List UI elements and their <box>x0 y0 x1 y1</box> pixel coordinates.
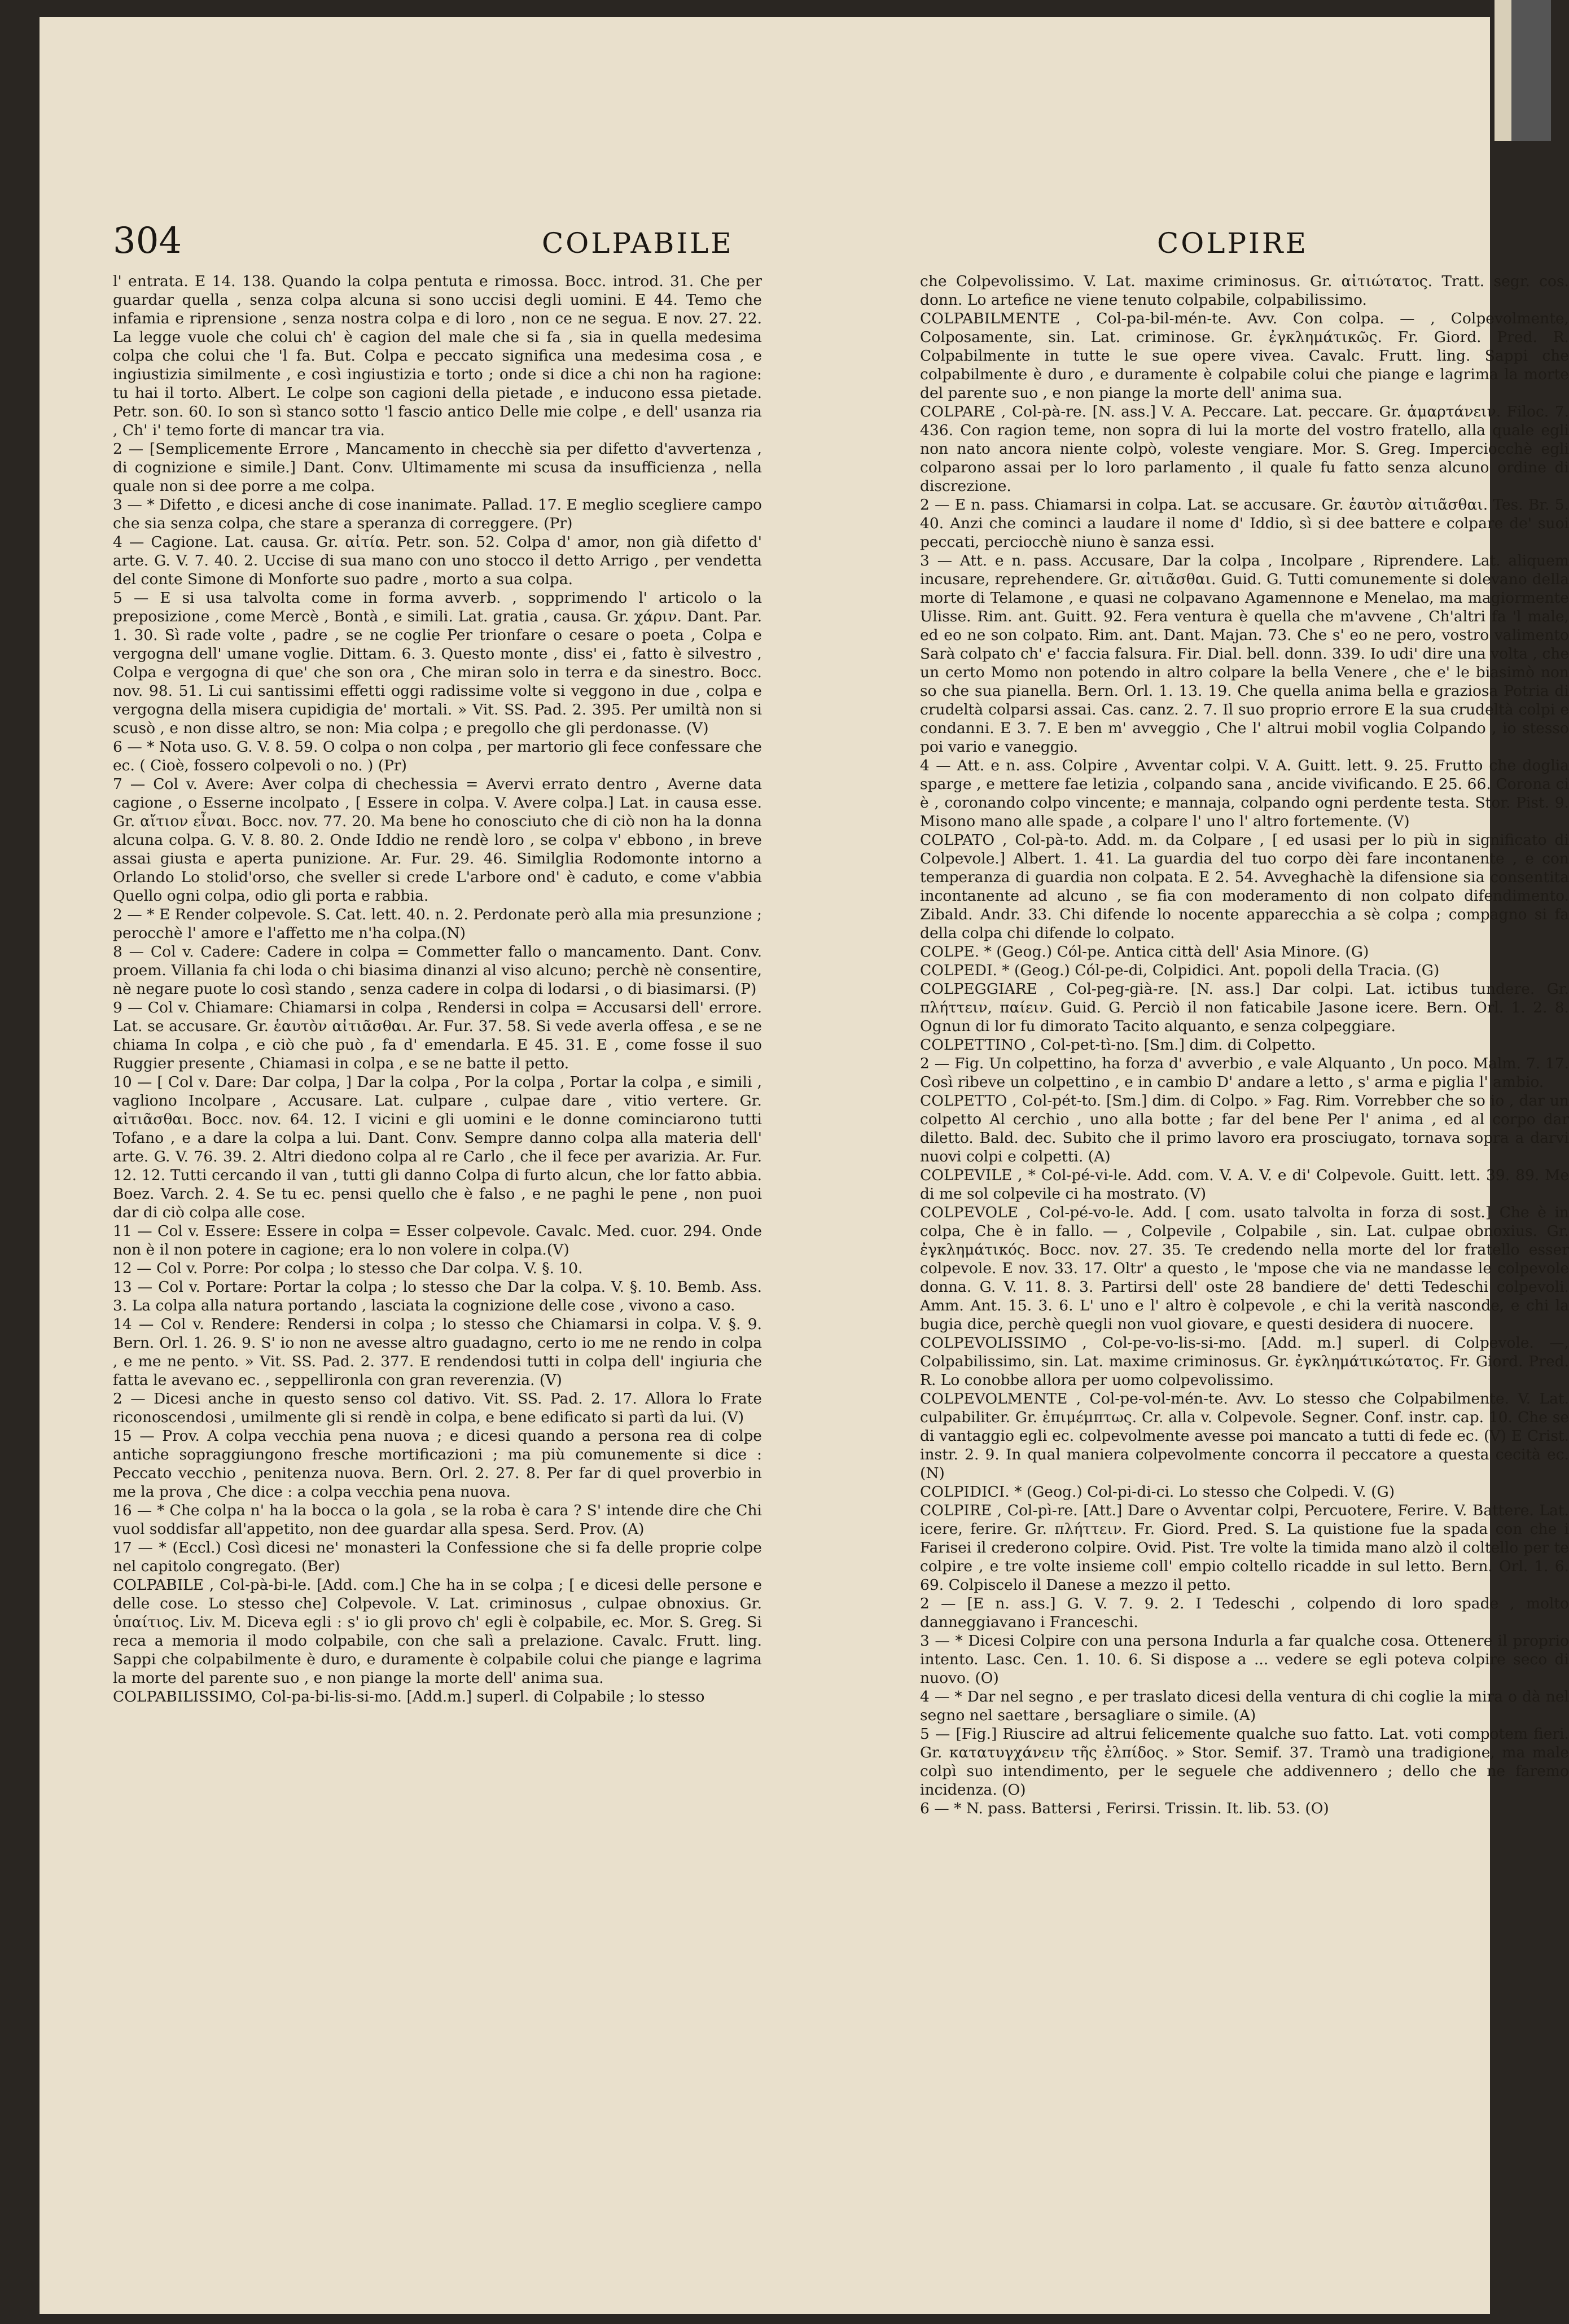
dictionary-entry: che Colpevolissimo. V. Lat. maxime criminosus. Gr. αἰτιώτατος. Tratt. segr. cos. donn. Lo artefice ne viene tenuto colpabile, colpabilissimo. <box>920 273 1569 309</box>
dictionary-entry: 6 — * Nota uso. G. V. 8. 59. O colpa o non colpa , per martorio gli fece confessare che ec. ( Cioè, fossero colpevoli o no. ) (Pr) <box>113 738 762 774</box>
dictionary-entry: 3 — Att. e n. pass. Accusare, Dar la colpa , Incolpare , Riprendere. Lat. aliquem incusare, reprehendere. Gr. αἰτιᾶσθαι. Guid. G. Tutti comunemente si dolevano della morte di Telamone , e quasi ne colpavano Agamennone e Menelao, ma magiormente Ulisse. Rim. ant. Guitt. 92. Fera ventura è quella che m'avvene , Ch'altri fa 'l male, ed eo ne son colpato. Rim. ant. Dant. Majan. 73. Che s' eo ne pero, vostro valimento Sarà colpato ch' e' faccia falsura. Fir. Dial. bell. donn. 339. Io udi' dire una volta , che un certo Momo non potendo in altro colpare la bella Venere , che e' le biasimò non so che sua pianella. Bern. Orl. 1. 13. 19. Che quella anima bella e graziosa Potria di crudeltà colparsi assai. Cas. canz. 2. 7. Il suo proprio errore E la sua crudeltà colpi e condanni. E 3. 7. E ben m' avveggio , Che l' altrui mobil voglia Colpando , io stesso poi vario e vaneggio. <box>920 552 1569 756</box>
dictionary-entry: COLPEVOLISSIMO , Col-pe-vo-lis-si-mo. [Add. m.] superl. di Colpevole. —, Colpabilissimo, sin. Lat. maxime criminosus. Gr. ἐγκλημάτικώτατος. Fr. Giord. Pred. R. Lo conobbe allora per uomo colpevolissimo. <box>920 1334 1569 1389</box>
dictionary-entry: 2 — * E Render colpevole. S. Cat. lett. 40. n. 2. Perdonate però alla mia presunzione ; perocchè l' amore e l'affetto me n'ha colpa.(N) <box>113 906 762 942</box>
dictionary-entry: 2 — [Semplicemente Errore , Mancamento in checchè sia per difetto d'avvertenza , di cognizione e simile.] Dant. Conv. Ultimamente mi scusa da insufficienza , nella quale non si dee porre a me colpa. <box>113 440 762 495</box>
dictionary-entry: COLPETTO , Col-pét-to. [Sm.] dim. di Colpo. » Fag. Rim. Vorrebber che so io , dar un colpetto Al cerchio , uno alla botte ; far del bene Per l' anima , ed al corpo dar diletto. Bald. dec. Subito che il primo lavoro era prosciugato, tornava sopra a darvi nuovi colpi e colpetti. (A) <box>920 1092 1569 1165</box>
dictionary-entry: 8 — Col v. Cadere: Cadere in colpa = Commetter fallo o mancamento. Dant. Conv. proem. Villania fa chi loda o chi biasima dinanzi al viso alcuno; perchè nè consentire, nè negare puote lo così stando , senza cadere in colpa di lodarsi , o di biasimarsi. (P) <box>113 943 762 998</box>
page-edge-tab <box>1495 0 1551 141</box>
dictionary-entry: COLPIRE , Col-pì-re. [Att.] Dare o Avventar colpi, Percuotere, Ferire. V. Battere. Lat. icere, ferire. Gr. πλήττειν. Fr. Giord. Pred. S. La quistione fue la spada con che i Farisei il crederono colpire. Ovid. Pist. Tre volte la timida mano alzò il coltello per te colpire , e tre volte insieme coll' empio coltello ricadde in sul letto. Bern. Orl. 1. 6. 69. Colpiscelo il Danese a mezzo il petto. <box>920 1502 1569 1594</box>
dictionary-entry: 16 — * Che colpa n' ha la bocca o la gola , se la roba è cara ? S' intende dire che Chi vuol soddisfar all'appetito, non dee guardar alla spesa. Serd. Prov. (A) <box>113 1502 762 1538</box>
dictionary-entry: 2 — E n. pass. Chiamarsi in colpa. Lat. se accusare. Gr. ἑαυτὸν αἰτιᾶσθαι. Tes. Br. 5. 40. Anzi che cominci a laudare il nome d' Iddio, sì si dee battere e colpare de' suoi peccati, perciocchè niuno è sanza essi. <box>920 496 1569 551</box>
dictionary-entry: 9 — Col v. Chiamare: Chiamarsi in colpa , Rendersi in colpa = Accusarsi dell' errore. Lat. se accusare. Gr. ἑαυτὸν αἰτιᾶσθαι. Ar. Fur. 37. 58. Si vede averla offesa , e se ne chiama In colpa , e ciò che può , fa d' emendarla. E 45. 31. E , come fosse il suo Ruggier presente , Chiamasi in colpa , e se ne batte il petto. <box>113 999 762 1072</box>
dictionary-entry: 15 — Prov. A colpa vecchia pena nuova ; e dicesi quando a persona rea di colpe antiche sopraggiungono fresche mortificazioni ; ma più comunemente si dice : Peccato vecchio , penitenza nuova. Bern. Orl. 2. 27. 8. Per far di quel proverbio in me la prova , Che dice : a colpa vecchia pena nuova. <box>113 1427 762 1501</box>
dictionary-entry: COLPABILISSIMO, Col-pa-bi-lis-si-mo. [Add.m.] superl. di Colpabile ; lo stesso <box>113 1688 705 1705</box>
dictionary-entry: COLPEGGIARE , Col-peg-già-re. [N. ass.] Dar colpi. Lat. ictibus tundere. Gr. πλήττειν, παίειν. Guid. G. Perciò il non faticabile Jasone icere. Bern. Orl. 1. 2. 8. Ognun di lor fu dimorato Tacito alquanto, e senza colpeggiare. <box>920 980 1569 1035</box>
dictionary-entry: 4 — Cagione. Lat. causa. Gr. αἰτία. Petr. son. 52. Colpa d' amor, non già difetto d' arte. G. V. 7. 40. 2. Uccise di sua mano con uno stocco il detto Arrigo , per vendetta del conte Simone di Monforte suo padre , morto a sua colpa. <box>113 533 762 588</box>
page-header <box>113 220 1445 265</box>
dictionary-entry: 2 — Fig. Un colpettino, ha forza d' avverbio , e vale Alquanto , Un poco. Malm. 7. 17. Così ribeve un colpettino , e in cambio D' andare a letto , s' arma e piglia l' ambio. <box>920 1055 1569 1091</box>
dictionary-entry: COLPE. * (Geog.) Cól-pe. Antica città dell' Asia Minore. (G) <box>920 943 1369 961</box>
dictionary-entry: 10 — [ Col v. Dare: Dar colpa, ] Dar la colpa , Por la colpa , Portar la colpa , e simili , vagliono Incolpare , Accusare. Lat. culpare , culpae dare , vitio vertere. Gr. αἰτιᾶσθαι. Bocc. nov. 64. 12. I vicini e gli uomini e le donne cominciarono tutti Tofano , e a dare la colpa a lui. Dant. Conv. Sempre danno colpa alla materia dell' arte. G. V. 76. 39. 2. Altri diedono colpa al re Carlo , che il fece per avarizia. Ar. Fur. 12. 12. Tutti cercando il van , tutti gli danno Colpa di furto alcun, che lor fatto abbia. Boez. Varch. 2. 4. Se tu ec. pensi quello che è falso , e ne paghi le pene , non puoi dar di ciò colpa alle cose. <box>113 1073 762 1221</box>
dictionary-entry: COLPEVILE , * Col-pé-vi-le. Add. com. V. A. V. e di' Colpevole. Guitt. lett. 39. 89. Me di me sol colpevile ci ha mostrato. (V) <box>920 1167 1569 1203</box>
dictionary-entry: 17 — * (Eccl.) Così dicesi ne' monasteri la Confessione che si fa delle proprie colpe nel capitolo congregato. (Ber) <box>113 1539 762 1575</box>
dictionary-entry: 2 — Dicesi anche in questo senso col dativo. Vit. SS. Pad. 2. 17. Allora lo Frate riconoscendosi , umilmente gli si rendè in colpa, e bene edificato si partì da lui. (V) <box>113 1390 762 1426</box>
dictionary-entry: COLPATO , Col-pà-to. Add. m. da Colpare , [ ed usasi per lo più in significato di Colpevole.] Albert. 1. 41. La guardia del tuo corpo dèi fare incontanente , e con temperanza di guardia non colpata. E 2. 54. Avveghachè la difensione sia consentita incontanente ad alcuno , se fia con moderamento di non colpato difendimento. Zibald. Andr. 33. Chi difende lo nocente apparecchia a sè colpa ; compagno si fa della colpa chi difende lo colpato. <box>920 831 1569 942</box>
page-number: 304 <box>113 220 182 262</box>
dictionary-entry: l' entrata. E 14. 138. Quando la colpa pentuta e rimossa. Bocc. introd. 31. Che per guardar quella , senza colpa alcuna si sono uccisi degli uomini. E 44. Temo che infamia e riprensione , senza nostra colpa e di loro , non ce ne segua. E nov. 27. 22. La legge vuole che colui ch' è cagion del male che si fa , sia in quella medesima colpa che colui che 'l fa. But. Colpa e peccato significa una medesima cosa , e ingiustizia similmente , e così ingiustizia e torto ; onde si dice a chi non ha ragione: tu hai il torto. Albert. Le colpe son cagioni della pietade , e inducono essa pietade. Petr. son. 60. Io son sì stanco sotto 'l fascio antico Delle mie colpe , e dell' usanza ria , Ch' i' temo forte di mancar tra via. <box>113 273 762 439</box>
dictionary-entry: 13 — Col v. Portare: Portar la colpa ; lo stesso che Dar la colpa. V. §. 10. Bemb. Ass. 3. La colpa alla natura portando , lasciata la cognizione delle cose , vivono a caso. <box>113 1278 762 1314</box>
dictionary-entry: 7 — Col v. Avere: Aver colpa di chechessia = Avervi errato dentro , Averne data cagione , o Esserne incolpato , [ Essere in colpa. V. Avere colpa.] Lat. in causa esse. Gr. αἴτιον εἶναι. Bocc. nov. 77. 20. Ma bene ho conosciuto che di ciò non ha la donna alcuna colpa. G. V. 8. 80. 2. Onde Iddio ne rendè loro , se colpa v' ebbono , in breve assai giusta e aperta punizione. Ar. Fur. 29. 46. Similglia Rodomonte intorno a Orlando Lo stolid'orso, che sveller si crede L'arbore ond' è caduto, e come v'abbia Quello ogni colpa, odio gli porta e rabbia. <box>113 775 762 905</box>
right-column <box>920 272 1569 2022</box>
dictionary-entry: 3 — * Dicesi Colpire con una persona Indurla a far qualche cosa. Ottenere il proprio intento. Lasc. Cen. 1. 10. 6. Si dispose a ... vedere se egli poteva colpire seco di nuovo. (O) <box>920 1632 1569 1687</box>
dictionary-entry: 3 — * Difetto , e dicesi anche di cose inanimate. Pallad. 17. E meglio scegliere campo che sia senza colpa, che stare a speranza di correggere. (Pr) <box>113 496 762 532</box>
dictionary-entry: 2 — [E n. ass.] G. V. 7. 9. 2. I Tedeschi , colpendo di loro spade , molto danneggiavano i Franceschi. <box>920 1595 1569 1631</box>
dictionary-entry: 5 — [Fig.] Riuscire ad altrui felicemente qualche suo fatto. Lat. voti compotem fieri. Gr. κατατυγχάνειν τῆς ἐλπίδος. » Stor. Semif. 37. Tramò una tradigione, ma male colpì suo intendimento, per le seguele che addivennero ; dello che ne faremo incidenza. (O) <box>920 1725 1569 1799</box>
dictionary-entry: 5 — E si usa talvolta come in forma avverb. , sopprimendo l' articolo o la preposizione , come Mercè , Bontà , e simili. Lat. gratia , causa. Gr. χάριν. Dant. Par. 1. 30. Sì rade volte , padre , se ne coglie Per trionfare o cesare o poeta , Colpa e vergogna dell' umane voglie. Dittam. 6. 3. Questo monte , diss' ei , fatto è silvestro , Colpa e vergogna di que' che son ora , Che miran solo in terra e da sinestro. Bocc. nov. 98. 51. Li cui santissimi effetti oggi radissime volte si veggono in due , colpa e vergogna della misera cupidigia de' mortali. » Vit. SS. Pad. 2. 395. Per umiltà non si scusò , e non disse altro, se non: Mia colpa ; e pregollo che gli perdonasse. (V) <box>113 589 762 737</box>
left-column <box>113 272 762 2022</box>
dictionary-entry: COLPABILE , Col-pà-bi-le. [Add. com.] Che ha in se colpa ; [ e dicesi delle persone e delle cose. Lo stesso che] Colpevole. V. Lat. criminosus , culpae obnoxius. Gr. ὑπαίτιος. Liv. M. Diceva egli : s' io gli provo ch' egli è colpabile, ec. Mor. S. Greg. Si reca a memoria il modo colpabile, con che salì a prelazione. Cavalc. Frutt. ling. Sappi che colpabilmente è duro, e duramente è colpabile colui che piange e lagrima la morte del parente suo , e non piange la morte dell' anima sua. <box>113 1576 762 1687</box>
dictionary-entry: 14 — Col v. Rendere: Rendersi in colpa ; lo stesso che Chiamarsi in colpa. V. §. 9. Bern. Orl. 1. 26. 9. S' io non ne avesse altro guadagno, certo io me ne rendo in colpa , e me ne pento. » Vit. SS. Pad. 2. 377. E rendendosi tutti in colpa dell' ingiuria che fatta le avevano ec. , seppellironla con gran reverenzia. (V) <box>113 1316 762 1389</box>
dictionary-entry: COLPEDI. * (Geog.) Cól-pe-di, Colpidici. Ant. popoli della Tracia. (G) <box>920 962 1440 979</box>
dictionary-entry: COLPEVOLMENTE , Col-pe-vol-mén-te. Avv. Lo stesso che Colpabilmente. V. Lat. culpabiliter. Gr. ἐπιμέμπτως. Cr. alla v. Colpevole. Segner. Conf. instr. cap. 10. Che se di vantaggio egli ec. colpevolmente avesse poi mancato a tutti di fede ec. (V) E Crist. instr. 2. 9. In qual maniera colpevolmente concorra il peccatore a questa cecità ec. (N) <box>920 1390 1569 1482</box>
dictionary-entry: 11 — Col v. Essere: Essere in colpa = Esser colpevole. Cavalc. Med. cuor. 294. Onde non è il non potere in cagione; era lo non volere in colpa.(V) <box>113 1222 762 1259</box>
dictionary-entry: 6 — * N. pass. Battersi , Ferirsi. Trissin. It. lib. 53. (O) <box>920 1800 1329 1817</box>
dictionary-entry: 12 — Col v. Porre: Por colpa ; lo stesso che Dar colpa. V. §. 10. <box>113 1260 583 1277</box>
dictionary-entry: 4 — Att. e n. ass. Colpire , Avventar colpi. V. A. Guitt. lett. 9. 25. Frutto che doglia sparge , e mettere fae letizia , colpando sana , ancide vivificando. E 25. 66. Corona ci è , coronando colpo vincente; e mannaja, colpando ogni perdente testa. Stor. Pist. 9. Misono mano alle spade , a colpare l' uno l' altro fortemente. (V) <box>920 757 1569 830</box>
running-head-right: COLPIRE <box>1157 227 1308 260</box>
dictionary-entry: COLPABILMENTE , Col-pa-bil-mén-te. Avv. Con colpa. — , Colpevolmente, Colposamente, sin. Lat. criminose. Gr. ἐγκλημάτικῶς. Fr. Giord. Pred. R. Colpabilmente in tutte le sue opere vivea. Cavalc. Frutt. ling. Sappi che colpabilmente è duro , e duramente è colpabile colui che piange e lagrima la morte del parente suo , e non piange la morte dell' anima sua. <box>920 310 1569 402</box>
dictionary-entry: COLPARE , Col-pà-re. [N. ass.] V. A. Peccare. Lat. peccare. Gr. ἁμαρτάνειν. Filoc. 7. 436. Con ragion teme, non sopra di lui la morte del vostro fratello, alla quale egli non nato ancora niente colpò, voleste vengiare. Mor. S. Greg. Imperciocchè egli colparono assai per lo loro parlamento , il quale fu fatto senza alcuno ordine di discrezione. <box>920 403 1569 495</box>
dictionary-entry: COLPETTINO , Col-pet-tì-no. [Sm.] dim. di Colpetto. <box>920 1036 1316 1054</box>
dictionary-page <box>40 17 1569 2314</box>
dictionary-entry: COLPIDICI. * (Geog.) Col-pi-di-ci. Lo stesso che Colpedi. V. (G) <box>920 1483 1395 1501</box>
dictionary-entry: COLPEVOLE , Col-pé-vo-le. Add. [ com. usato talvolta in forza di sost.] Che è in colpa, Che è in fallo. — , Colpevile , Colpabile , sin. Lat. culpae obnoxius. Gr. ἐγκλημάτικός. Bocc. nov. 27. 35. Te credendo nella morte del lor fratello esser colpevole. E nov. 33. 17. Oltr' a questo , le 'mpose che via ne mandasse le colpevole donna. G. V. 11. 8. 3. Partirsi dell' oste 28 bandiere de' detti Tedeschi colpevoli. Amm. Ant. 15. 3. 6. L' uno e l' altro è colpevole , e chi la verità nasconde, e chi la bugia dice, perchè quegli non vuol giovare, e questi desidera di nuocere. <box>920 1204 1569 1333</box>
running-head-left: COLPABILE <box>542 227 734 260</box>
dictionary-entry: 4 — * Dar nel segno , e per traslato dicesi della ventura di chi coglie la mira o dà nel segno nel saettare , bersagliare o simile. (A) <box>920 1688 1569 1724</box>
